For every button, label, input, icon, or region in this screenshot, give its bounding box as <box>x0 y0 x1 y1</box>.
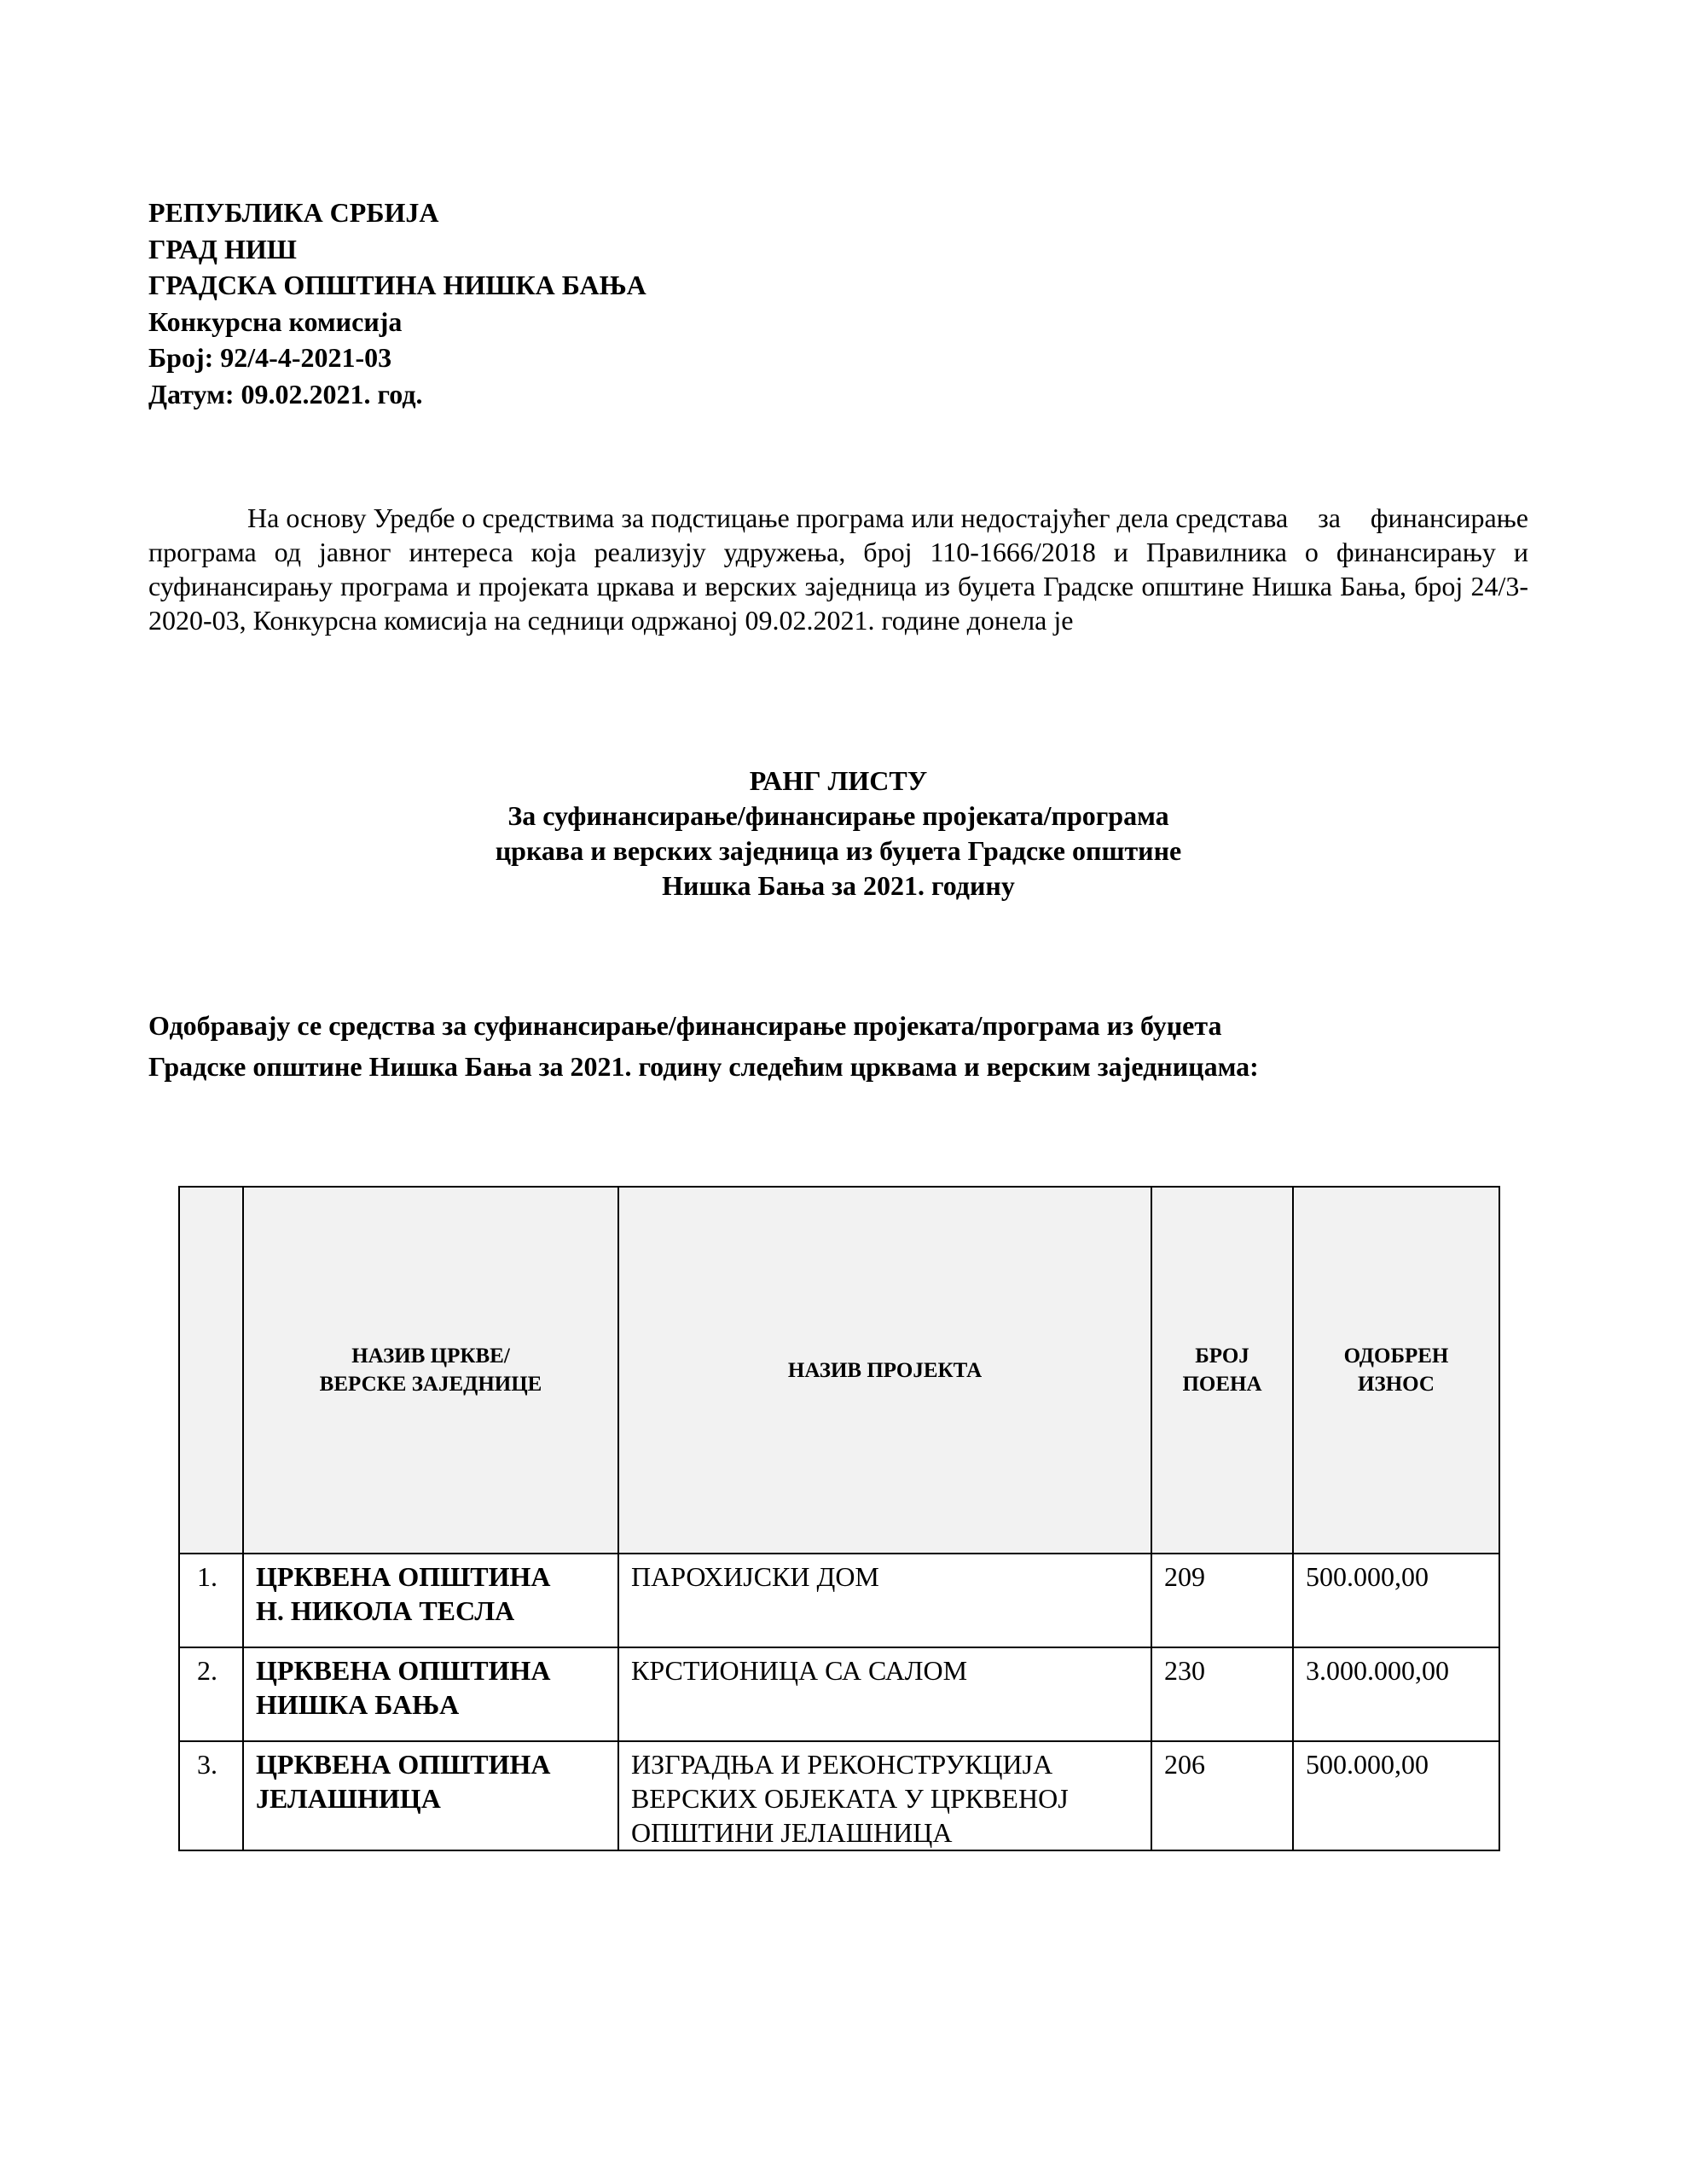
approval-statement <box>148 1005 1528 1087</box>
amount-value: 500.000,00 <box>1293 1554 1499 1647</box>
document-title <box>148 764 1528 903</box>
title-sub-3: Нишка Бања за 2021. годину <box>662 870 1015 901</box>
amount-value: 500.000,00 <box>1293 1741 1499 1850</box>
approval-line-2: Градске општине Нишка Бања за 2021. годину следећим црквама и верским заједницама: <box>148 1051 1259 1082</box>
church-name-line-2: ЈЕЛАШНИЦА <box>256 1783 441 1814</box>
project-name-line-1: ПАРОХИЈСКИ ДОМ <box>631 1561 879 1592</box>
intro-paragraph <box>148 501 1528 637</box>
row-number: 2. <box>179 1647 243 1741</box>
header-country: РЕПУБЛИКА СРБИЈА <box>148 197 439 228</box>
church-name-line-1: ЦРКВЕНА ОПШТИНА <box>256 1655 551 1686</box>
intro-line-1: На основу Уредбе о средствима за подстицање програма или недостајућег дела средстава <box>247 502 1289 533</box>
church-name <box>243 1647 618 1741</box>
church-name <box>243 1554 618 1647</box>
header-number: Број: 92/4-4-2021-03 <box>148 342 392 373</box>
title-sub-2: цркава и верских заједница из буџета Градске општине <box>495 835 1182 866</box>
points-value: 230 <box>1151 1647 1293 1741</box>
intro-line-3: Правилника о финансирању и суфинансирању програма и пројеката цркава и верских заједница <box>148 537 1529 601</box>
church-name-line-1: ЦРКВЕНА ОПШТИНА <box>256 1749 551 1780</box>
header-points <box>1151 1187 1293 1554</box>
header-amount-line-2: ИЗНОС <box>1358 1373 1435 1396</box>
project-name-line-1: ИЗГРАДЊА И РЕКОНСТРУКЦИЈА <box>631 1749 1053 1780</box>
title-main: РАНГ ЛИСТУ <box>749 765 928 796</box>
title-sub-1: За суфинансирање/финансирање пројеката/програма <box>507 800 1169 831</box>
church-name-line-1: ЦРКВЕНА ОПШТИНА <box>256 1561 551 1592</box>
project-name <box>618 1741 1151 1850</box>
header-church <box>243 1187 618 1554</box>
document-header <box>148 195 646 412</box>
church-name-line-2: Н. НИКОЛА ТЕСЛА <box>256 1595 515 1626</box>
header-amount-line-1: ОДОБРЕН <box>1343 1345 1449 1368</box>
row-number: 3. <box>179 1741 243 1850</box>
table-row <box>179 1554 1499 1647</box>
header-church-line-1: НАЗИВ ЦРКВЕ/ <box>351 1345 510 1368</box>
header-points-line-1: БРОЈ <box>1195 1345 1249 1368</box>
project-name-line-1: КРСТИОНИЦА СА САЛОМ <box>631 1655 968 1686</box>
project-name <box>618 1647 1151 1741</box>
church-name <box>243 1741 618 1850</box>
header-points-line-2: ПОЕНА <box>1182 1373 1262 1396</box>
rank-table <box>178 1186 1500 1851</box>
intro-line-5: одржаној 09.02.2021. године донела је <box>630 605 1074 636</box>
project-name-line-3: ОПШТИНИ ЈЕЛАШНИЦА <box>631 1817 953 1848</box>
header-project: НАЗИВ ПРОЈЕКТА <box>618 1187 1151 1554</box>
project-name <box>618 1554 1151 1647</box>
header-amount <box>1293 1187 1499 1554</box>
row-number: 1. <box>179 1554 243 1647</box>
intro-line-2: за финансирање програма од јавног интереса која реализују удружења, број 110-1666/2018 и <box>148 502 1529 567</box>
intro-line-4: из буџета Градске општине Нишка Бања, број 24/3-2020-03, Конкурсна комисија на седници <box>148 571 1529 636</box>
points-value: 209 <box>1151 1554 1293 1647</box>
header-city: ГРАД НИШ <box>148 233 297 264</box>
table-row <box>179 1741 1499 1850</box>
header-committee: Конкурсна комисија <box>148 305 403 337</box>
header-church-line-2: ВЕРСКЕ ЗАЈЕДНИЦЕ <box>319 1373 542 1396</box>
table-header-row <box>179 1187 1499 1554</box>
church-name-line-2: НИШКА БАЊА <box>256 1689 460 1720</box>
approval-line-1: Одобравају се средства за суфинансирање/финансирање пројеката/програма из буџета <box>148 1010 1222 1041</box>
header-num <box>179 1187 243 1554</box>
table-row <box>179 1647 1499 1741</box>
project-name-line-2: ВЕРСКИХ ОБЈЕКАТА У ЦРКВЕНОЈ <box>631 1783 1069 1814</box>
points-value: 206 <box>1151 1741 1293 1850</box>
header-municipality: ГРАДСКА ОПШТИНА НИШКА БАЊА <box>148 270 646 300</box>
amount-value: 3.000.000,00 <box>1293 1647 1499 1741</box>
header-date: Датум: 09.02.2021. год. <box>148 378 423 410</box>
